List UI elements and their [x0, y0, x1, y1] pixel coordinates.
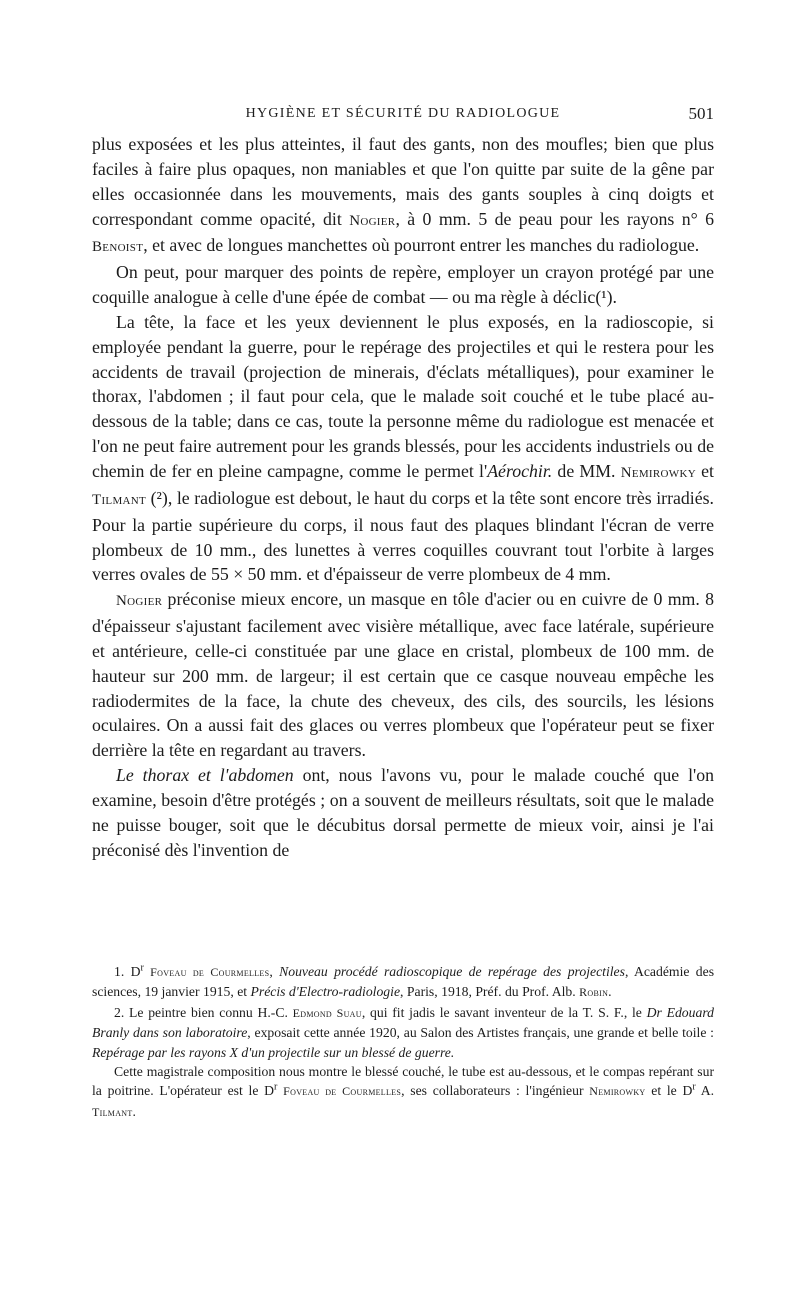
author-nogier-2: Nogier — [116, 593, 163, 610]
fn2-h: . — [132, 1103, 136, 1119]
p5-italic: Le thorax et l'abdomen — [116, 765, 294, 786]
aerochir-italic: Aérochir. — [487, 460, 553, 481]
fn2-c: , exposait cette année 1920, au Salon des Artistes français, une grande et belle toile : — [247, 1025, 714, 1041]
fn2-f: et le D — [645, 1083, 693, 1099]
fn1-robin: Robin — [579, 985, 609, 1000]
footnote-2-continued — [92, 1062, 714, 1122]
footnote-1 — [92, 962, 714, 1003]
body-text — [92, 132, 714, 862]
p2-text: On peut, pour marquer des points de repère, employer un crayon protégé par une coquille analogue à celle d'une épée de combat — ou ma règle à déclic — [92, 262, 714, 308]
paragraph-1 — [92, 132, 714, 260]
footnote-ref-1: (¹) — [595, 287, 613, 308]
fn2-d: Cette magistrale composition nous montre le blessé couché, le tube est au-dessous, et le compas repérant sur la poitrine. L'opérateur est le D — [92, 1064, 714, 1099]
p1-text-b: , à 0 mm. 5 de peau pour les rayons n° 6 — [395, 208, 714, 229]
fn1-author: Foveau de Courmelles — [150, 965, 270, 979]
fn2-title: Repérage par les rayons X d'un projectile sur un blessé de guerre. — [92, 1044, 455, 1060]
p1-text-a: plus exposées et les plus atteintes, il faut des gants, non des moufles; bien que plus faciles à faire plus opaques, non maniables et que l'on quitte par suite de la gêne par elles occasionnée dans les mouvements, mais des gants souples à cinq doigts et correspondant comme opacité, dit — [92, 134, 714, 229]
fn2-painting: Dr Edouard Branly dans son laboratoire — [92, 1004, 714, 1041]
paragraph-5 — [92, 763, 714, 862]
author-tilmant: Tilmant — [92, 491, 147, 508]
p1-text-c: , et avec de longues manchettes où pourront entrer les manches du radiologue. — [143, 235, 700, 256]
author-nogier: Nogier — [349, 212, 396, 229]
page-number: 501 — [688, 104, 714, 123]
fn2-tilmant: Tilmant — [92, 1104, 133, 1119]
footnotes — [92, 962, 714, 1122]
p4-text: préconise mieux encore, un masque en tôle d'acier ou en cuivre de 0 mm. 8 d'épaisseur s'ajustant facilement avec visière métallique, avec face latérale, supérieure et antérieure, celle-ci constituée par une glace en cristal, plombeux de 100 mm. de hauteur sur 200 mm. de largeur; il est certain que ce casque nouveau empêche les radiodermites de la face, la chute des cheveux, des cils, des sourcils, les lésions oculaires. On a aussi fait des glaces ou verres plombeux que l'opérateur peut se fixer derrière la tête en regardant au travers. — [92, 589, 714, 761]
p3-and: et — [695, 460, 714, 481]
running-title: HYGIÈNE ET SÉCURITÉ DU RADIOLOGUE — [245, 106, 561, 121]
fn1-sep: , — [269, 964, 280, 979]
p3-text-b: de MM. — [552, 460, 621, 481]
author-nemirowky: Nemirowky — [620, 464, 696, 481]
paragraph-2 — [92, 260, 714, 310]
fn2-a: 2. Le peintre bien connu H.-C. — [114, 1004, 293, 1020]
fn1-mid: , Académie des sciences, 19 janvier 1915, et — [92, 964, 715, 1000]
footnote-ref-2: (²) — [146, 487, 168, 508]
paragraph-3 — [92, 310, 714, 587]
fn2-edmond: Edmond Suau — [292, 1005, 362, 1020]
fn2-sup: r — [274, 1081, 278, 1093]
fn2-e: , ses collaborateurs : l'ingénieur — [401, 1083, 590, 1099]
fn1-title: Nouveau procédé radioscopique de repérage des projectiles — [279, 964, 625, 979]
p2-end: . — [612, 287, 617, 308]
fn2-nemirowky: Nemirowky — [589, 1084, 646, 1099]
running-head — [92, 104, 714, 126]
p5-text: ont, nous l'avons vu, pour le malade couché que l'on examine, besoin d'être protégés ; on a souvent de meilleurs résultats, soit que le malade ne puisse bouger, soit que le décubitus dorsal permette de mieux voir, ainsi je l'ai préconisé dès l'invention de — [92, 765, 714, 860]
fn2-sup2: r — [692, 1081, 696, 1093]
fn1-end: , Paris, 1918, Préf. du Prof. Alb. — [400, 984, 580, 1000]
fn1-precis: Précis d'Electro-radiologie — [250, 984, 401, 1000]
p3-text-a: La tête, la face et les yeux deviennent le plus exposés, en la radioscopie, si employée pendant la guerre, pour le repérage des projectiles et qui le restera pour les accidents de travail (projection de minerais, d'éclats métalliques), pour examiner le thorax, l'abdomen ; il faut pour cela, que le malade soit couché et le tube placé au-dessous de la table; dans ce cas, toute la personne même du radiologue est menacée et l'on ne peut faire autrement pour les grands blessés, pour les accidents industriels ou de chemin de fer en pleine campagne, comme le permet l' — [92, 311, 714, 481]
p3-text-c: , le radiologue est debout, le haut du corps et la tête sont encore très irradiés. Pour la partie supérieure du corps, il nous faut des plaques blindant l'écran de verre plombeux de 10 mm., des lunettes à verres coquilles couvrant tout l'orbite à larges verres ovales de 55 × 50 mm. et d'épaisseur de verre plombeux de 4 mm. — [92, 487, 714, 585]
fn2-b: , qui fit jadis le savant inventeur de la T. S. F., le — [361, 1004, 647, 1020]
fn2-g: A. — [695, 1083, 715, 1099]
fn1-dot: . — [608, 984, 612, 1000]
fn1-sup: r — [140, 962, 144, 974]
author-benoist: Benoist — [92, 239, 144, 256]
footnote-2 — [92, 1003, 714, 1062]
fn2-foveau: Foveau de Courmelles — [283, 1084, 402, 1099]
fn1-num: 1. D — [114, 964, 141, 979]
paragraph-4 — [92, 587, 714, 763]
